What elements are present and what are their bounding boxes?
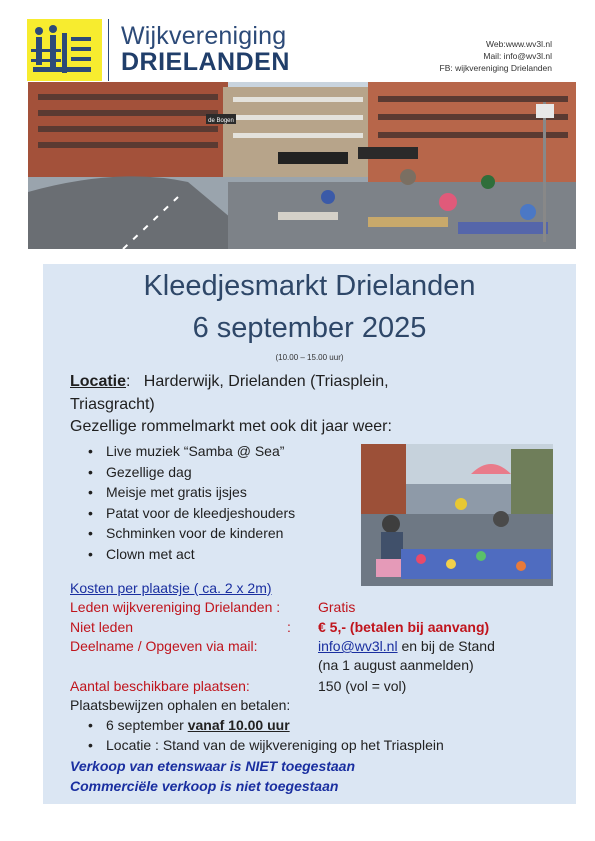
signup-line bbox=[318, 637, 495, 656]
event-date: 6 september 2025 bbox=[192, 312, 427, 344]
pickup-time: vanaf 10.00 uur bbox=[187, 717, 290, 733]
list-item: • Clown met act bbox=[88, 544, 295, 565]
signup-label: Deelname / Opgeven via mail: bbox=[70, 638, 258, 654]
list-item bbox=[88, 715, 444, 735]
contact-block bbox=[440, 38, 552, 74]
notice-food: Verkoop van etenswaar is NIET toegestaan bbox=[70, 758, 356, 774]
members-label: Leden wijkvereniging Drielanden : bbox=[70, 599, 281, 615]
feature-list bbox=[88, 441, 295, 564]
members-value: Gratis bbox=[318, 599, 356, 615]
list-item: • Live muziek “Samba @ Sea” bbox=[88, 441, 295, 462]
event-time: (10.00 – 15.00 uur) bbox=[275, 353, 344, 362]
signup-suffix: en bij de Stand bbox=[397, 638, 495, 654]
location-label: Locatie bbox=[70, 373, 127, 390]
signup-note: (na 1 august aanmelden) bbox=[318, 657, 474, 673]
notice-commercial: Commerciële verkoop is niet toegestaan bbox=[70, 778, 339, 794]
pickup-date: 6 september bbox=[106, 717, 188, 733]
brand-name: Wijkvereniging bbox=[121, 22, 287, 50]
pickup-list bbox=[88, 715, 444, 755]
list-item: • Patat voor de kleedjeshouders bbox=[88, 503, 295, 524]
banner-sign-text: de Bogen bbox=[208, 118, 234, 124]
contact-facebook[interactable]: FB: wijkvereniging Drielanden bbox=[439, 63, 552, 73]
logo-divider bbox=[108, 19, 109, 81]
list-item: • Gezellige dag bbox=[88, 462, 295, 483]
signup-email-link[interactable]: info@wv3l.nl bbox=[318, 638, 398, 654]
list-item: • Schminken voor de kinderen bbox=[88, 523, 295, 544]
brand-subname: DRIELANDEN bbox=[121, 48, 290, 76]
costs-heading: Kosten per plaatsje ( ca. 2 x 2m) bbox=[70, 580, 272, 596]
banner-photo bbox=[28, 82, 576, 249]
event-intro: Gezellige rommelmarkt met ook dit jaar weer: bbox=[70, 418, 392, 435]
list-item: • Meisje met gratis ijsjes bbox=[88, 482, 295, 503]
location-text: Harderwijk, Drielanden (Triasplein, Triasgracht) bbox=[70, 373, 389, 413]
logo bbox=[27, 19, 102, 81]
event-title: Kleedjesmarkt Drielanden bbox=[143, 270, 476, 302]
contact-mail[interactable]: Mail: info@wv3l.nl bbox=[483, 51, 552, 61]
nonmembers-label: Niet leden bbox=[70, 619, 134, 635]
nonmembers-value: € 5,- (betalen bij aanvang) bbox=[318, 619, 490, 635]
places-value: 150 (vol = vol) bbox=[318, 678, 407, 694]
nonmembers-colon: : bbox=[287, 619, 291, 635]
event-location: Locatie: Harderwijk, Drielanden (Triasplein, Triasgracht) bbox=[70, 373, 389, 413]
logo-figures-icon bbox=[27, 19, 102, 81]
pickup-intro: Plaatsbewijzen ophalen en betalen: bbox=[70, 697, 291, 713]
list-item: • Locatie : Stand van de wijkvereniging op het Triasplein bbox=[88, 735, 444, 755]
contact-web[interactable]: Web:www.wv3l.nl bbox=[486, 39, 552, 49]
market-photo bbox=[361, 444, 553, 586]
places-label: Aantal beschikbare plaatsen: bbox=[70, 678, 250, 694]
